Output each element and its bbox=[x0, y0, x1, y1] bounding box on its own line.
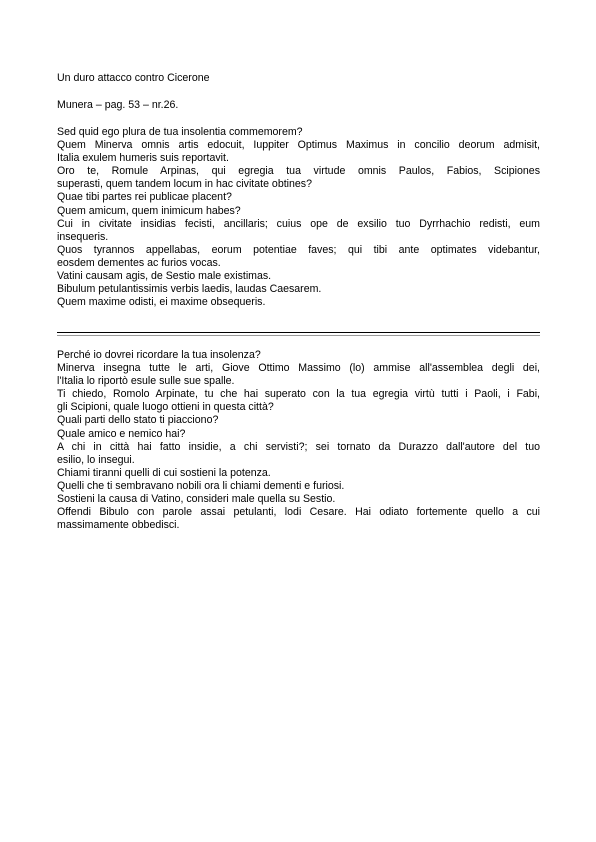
latin-line: Oro te, Romule Arpinas, qui egregia tua virtude omnis Paulos, Fabios, Scipiones bbox=[57, 165, 540, 178]
latin-line: Quos tyrannos appellabas, eorum potentiae faves; qui tibi ante optimates videbantur, bbox=[57, 243, 540, 256]
latin-line: Italia exulem humeris suis reportavit. bbox=[57, 152, 229, 165]
latin-line: Quae tibi partes rei publicae placent? bbox=[57, 191, 232, 204]
textbook-reference bbox=[57, 99, 540, 112]
italian-line: gli Scipioni, quale luogo ottieni in questa città? bbox=[57, 401, 274, 414]
latin-line: insequeris. bbox=[57, 230, 109, 243]
italian-line: massimamente obbedisci. bbox=[57, 519, 180, 532]
italian-line: Perché io dovrei ricordare la tua insolenza? bbox=[57, 349, 261, 361]
latin-line: Quem maxime odisti, ei maxime obsequeris. bbox=[57, 296, 266, 309]
document-title bbox=[57, 72, 540, 85]
latin-line: Quem Minerva omnis artis edocuit, Iuppiter Optimus Maximus in concilio deorum admisit, bbox=[57, 139, 540, 152]
reference-text: Munera – pag. 53 – nr.26. bbox=[57, 99, 179, 111]
latin-line: Quem amicum, quem inimicum habes? bbox=[57, 204, 241, 217]
italian-line: Offendi Bibulo con parole assai petulanti, lodi Cesare. Hai odiato fortemente quello a cui bbox=[57, 506, 540, 519]
italian-line: Quale amico e nemico hai? bbox=[57, 427, 186, 440]
italian-line: Minerva insegna tutte le arti, Giove Ottimo Massimo (lo) ammise all'assemblea degli dei, bbox=[57, 362, 540, 375]
latin-line: Bibulum petulantissimis verbis laedis, laudas Caesarem. bbox=[57, 283, 322, 296]
latin-line: Vatini causam agis, de Sestio male existimas. bbox=[57, 270, 272, 283]
italian-line: esilio, lo insegui. bbox=[57, 453, 135, 466]
italian-translation-block bbox=[57, 349, 540, 532]
latin-text-block bbox=[57, 126, 540, 309]
divider-line bbox=[57, 332, 540, 333]
latin-line: superasti, quem tandem locum in hac civitate obtines? bbox=[57, 178, 312, 191]
italian-line: Quali parti dello stato ti piacciono? bbox=[57, 414, 219, 427]
latin-line: eosdem dementes ac furios vocas. bbox=[57, 256, 221, 269]
italian-line: Ti chiedo, Romolo Arpinate, tu che hai superato con la tua egregia virtù tutti i Paoli, i Fabi, bbox=[57, 388, 540, 401]
latin-line: Sed quid ego plura de tua insolentia commemorem? bbox=[57, 126, 303, 138]
divider-line-shadow bbox=[57, 335, 540, 336]
italian-line: Sostieni la causa di Vatino, consideri male quella su Sestio. bbox=[57, 493, 336, 506]
latin-line: Cui in civitate insidias fecisti, ancillaris; cuius ope de exsilio tuo Dyrrhachio redisti, eum bbox=[57, 217, 540, 230]
italian-line: l'Italia lo riportò esule sulle sue spalle. bbox=[57, 375, 235, 388]
italian-line: A chi in città hai fatto insidie, a chi servisti?; sei tornato da Durazzo dall'autore del tuo bbox=[57, 440, 540, 453]
italian-line: Chiami tiranni quelli di cui sostieni la potenza. bbox=[57, 466, 271, 479]
italian-line: Quelli che ti sembravano nobili ora li chiami dementi e furiosi. bbox=[57, 479, 345, 492]
title-text: Un duro attacco contro Cicerone bbox=[57, 72, 210, 84]
